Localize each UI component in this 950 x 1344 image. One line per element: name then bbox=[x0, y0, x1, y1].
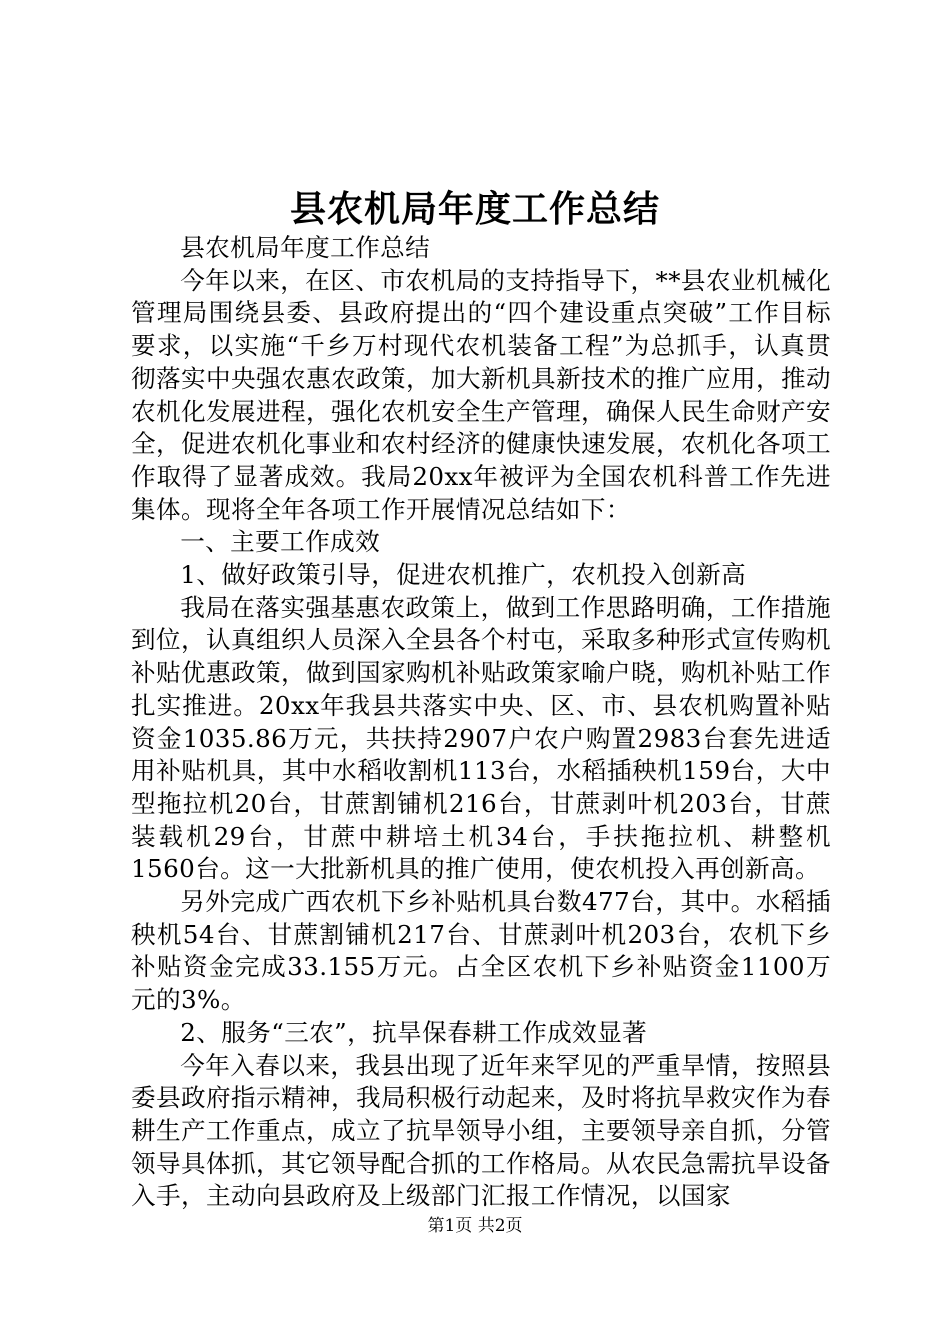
document-body bbox=[131, 232, 831, 1213]
paragraph-drought: 今年入春以来，我县出现了近年来罕见的严重旱情，按照县委县政府指示精神，我局积极行动起来，及时将抗旱救灾作为春耕生产工作重点，成立了抗旱领导小组，主要领导亲自抓，分管领导具体抓，其它领导配合抓的工作格局。从农民急需抗旱设备入手，主动向县政府及上级部门汇报工作情况，以国家 bbox=[131, 1050, 831, 1211]
paragraph-guangxi-subsidy: 另外完成广西农机下乡补贴机具台数477台，其中。水稻插秧机54台、甘蔗割铺机217台、甘蔗剥叶机203台，农机下乡补贴资金完成33.155万元。占全区农机下乡补贴资金1100万元的3%。 bbox=[131, 887, 831, 1015]
paragraph-intro: 今年以来，在区、市农机局的支持指导下，**县农业机械化管理局围绕县委、县政府提出的“四个建设重点突破”工作目标要求，以实施“千乡万村现代农机装备工程”为总抓手，认真贯彻落实中央强农惠农政策，加大新机具新技术的推广应用，推动农机化发展进程，强化农机安全生产管理，确保人民生命财产安全，促进农机化事业和农村经济的健康快速发展，农机化各项工作取得了显著成效。我局20xx年被评为全国农机科普工作先进集体。现将全年各项工作开展情况总结如下： bbox=[131, 265, 831, 524]
document-title: 县农机局年度工作总结 bbox=[289, 188, 660, 230]
section-heading-main-results: 一、主要工作成效 bbox=[180, 527, 381, 557]
paragraph-subsidy: 我局在落实强基惠农政策上，做到工作思路明确，工作措施到位，认真组织人员深入全县各个村屯，采取多种形式宣传购机补贴优惠政策，做到国家购机补贴政策家喻户晓，购机补贴工作扎实推进。20xx年我县共落实中央、区、市、县农机购置补贴资金1035.86万元，共扶持2907户农户购置2983台套先进适用补贴机具，其中水稻收割机113台，水稻插秧机159台，大中型拖拉机20台，甘蔗割铺机216台，甘蔗剥叶机203台，甘蔗装载机29台，甘蔗中耕培土机34台，手扶拖拉机、耕整机1560台。这一大批新机具的推广使用，使农机投入再创新高。 bbox=[131, 592, 831, 884]
subsection-heading-drought: 2、服务“三农”，抗旱保春耕工作成效显著 bbox=[180, 1017, 648, 1047]
paragraph-subtitle: 县农机局年度工作总结 bbox=[180, 233, 431, 262]
page-number-footer: 第1页 共2页 bbox=[427, 1216, 523, 1236]
subsection-heading-policy: 1、做好政策引导，促进农机推广，农机投入创新高 bbox=[180, 560, 747, 590]
